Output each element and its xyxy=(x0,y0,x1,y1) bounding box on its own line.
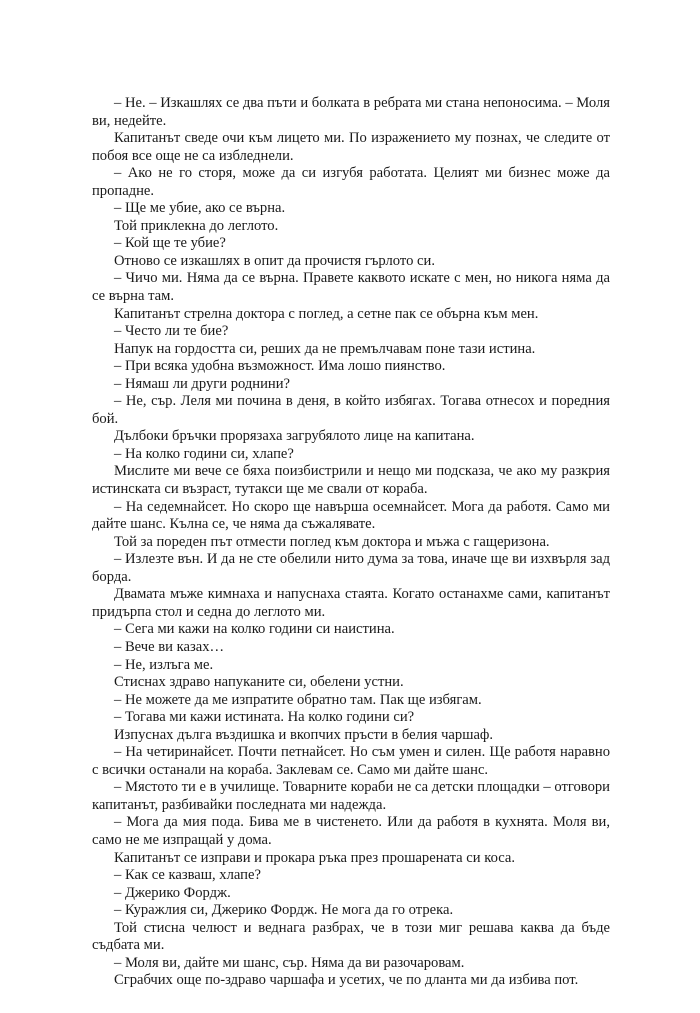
paragraph: – Мога да мия пода. Бива ме в чистенето. Или да работя в кухнята. Моля ви, само не ме изпращай у дома. xyxy=(92,814,610,848)
paragraph: – Не, излъга ме. xyxy=(114,656,214,673)
paragraph: Той приклекна до леглото. xyxy=(114,217,279,234)
paragraph: Напук на гордостта си, реших да не премълчавам поне тази истина. xyxy=(114,340,536,357)
paragraph: – Чичо ми. Няма да се върна. Правете каквото искате с мен, но никога няма да се върна там. xyxy=(92,270,610,305)
paragraph: Дълбоки бръчки прорязаха загрубялото лице на капитана. xyxy=(114,428,475,445)
paragraph: Той за пореден път отмести поглед към доктора и мъжа с гащеризона. xyxy=(114,533,550,550)
paragraph: Той стисна челюст и веднага разбрах, че в този миг решава каква да бъде съдбата ми. xyxy=(92,919,610,954)
paragraph: Изпуснах дълга въздишка и вкопчих пръсти в белия чаршаф. xyxy=(114,726,494,743)
paragraph: – Как се казваш, хлапе? xyxy=(114,867,261,884)
paragraph: – На седемнайсет. Но скоро ще навърша осемнайсет. Мога да работя. Само ми дайте шанс. Кълна се, че няма да съжалявате. xyxy=(92,498,610,533)
paragraph: Мислите ми вече се бяха поизбистрили и нещо ми подсказа, че ако му разкрия истинската си възраст, тутакси ще ме свали от кораба. xyxy=(92,463,610,498)
paragraph: – Моля ви, дайте ми шанс, сър. Няма да ви разочаровам. xyxy=(114,954,465,971)
paragraph: Отново се изкашлях в опит да прочистя гърлото си. xyxy=(114,252,435,269)
paragraph: – Ще ме убие, ако се върна. xyxy=(114,200,286,217)
paragraph: – Излезте вън. И да не сте обелили нито дума за това, иначе ще ви изхвърля зад борда. xyxy=(92,551,610,585)
paragraph: – Сега ми кажи на колко години си наистина. xyxy=(114,621,395,638)
paragraph: Капитанът се изправи и прокара ръка през прошарената си коса. xyxy=(114,849,516,866)
paragraph: Двамата мъже кимнаха и напуснаха стаята. Когато останахме сами, капитанът придърпа стол и седна до леглото ми. xyxy=(92,586,610,620)
paragraph: – Не можете да ме изпратите обратно там. Пак ще избягам. xyxy=(114,691,482,708)
paragraph: – Нямаш ли други роднини? xyxy=(114,375,291,392)
paragraph: – Често ли те бие? xyxy=(114,323,229,340)
paragraph: Стиснах здраво напуканите си, обелени устни. xyxy=(114,674,404,691)
paragraph: – Вече ви казах… xyxy=(114,638,225,655)
paragraph: – На четиринайсет. Почти петнайсет. Но съм умен и силен. Ще работя наравно с всички останали на кораба. Заклевам се. Само ми дайте шанс. xyxy=(92,744,610,778)
paragraph: – Куражлия си, Джерико Фордж. Не мога да го отрека. xyxy=(114,902,454,919)
paragraph: – Джерико Фордж. xyxy=(114,884,231,901)
paragraph: – Кой ще те убие? xyxy=(114,235,226,252)
paragraph: – При всяка удобна възможност. Има лошо пиянство. xyxy=(114,358,446,375)
paragraph: Капитанът сведе очи към лицето ми. По изражението му познах, че следите от побоя все още не са избледнели. xyxy=(92,130,610,164)
paragraph: – Ако не го сторя, може да си изгубя работата. Целият ми бизнес може да пропадне. xyxy=(92,165,610,199)
paragraph: – Не, сър. Леля ми почина в деня, в който избягах. Тогава отнесох и поредния бой. xyxy=(92,393,610,427)
paragraph: – Тогава ми кажи истината. На колко години си? xyxy=(114,709,415,726)
paragraph: – Мястото ти е в училище. Товарните кораби не са детски площадки – отговори капитанът, разбивайки последната ми надежда. xyxy=(92,779,610,813)
paragraph: Капитанът стрелна доктора с поглед, а сетне пак се обърна към мен. xyxy=(114,305,539,322)
body-text xyxy=(92,95,610,990)
paragraph: – На колко години си, хлапе? xyxy=(114,445,294,462)
paragraph: – Не. – Изкашлях се два пъти и болката в ребрата ми стана непоносима. – Моля ви, недейте. xyxy=(92,95,610,129)
paragraph: Сграбчих още по-здраво чаршафа и усетих, че по дланта ми да избива пот. xyxy=(114,972,579,989)
